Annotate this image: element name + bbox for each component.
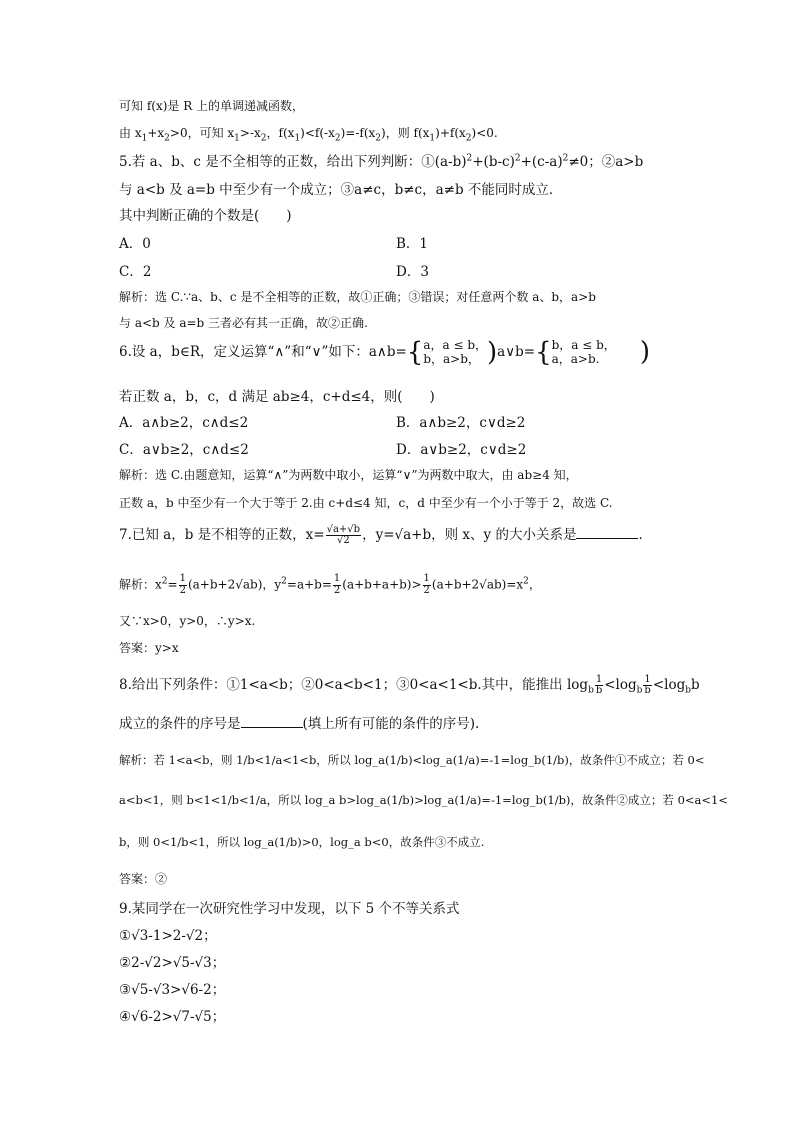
left-brace-icon: { <box>535 337 552 368</box>
q7-answer: 答案：y>x <box>119 641 179 655</box>
question-8-line1: 8.给出下列条件：①1<a<b；②0<a<b<1；③0<a<1<b.其中，能推出 $\log_b$ $\frac{1}{b}$ $<\log_b$ $\frac{1}{b}$ $<\log_bb$ <box>119 673 700 696</box>
q9-item-4: ④√6-2>√7-√5； <box>119 1009 226 1025</box>
fraction: $\frac{√a+√b}{√2}$ <box>326 523 361 546</box>
question-5-line2: 与 a<b 及 a=b 中至少有一个成立；③a≠c，b≠c，a≠b 不能同时成立． <box>119 182 563 198</box>
question-7: 7.已知 a，b 是不相等的正数，x= $\frac{√a+√b}{√2}$ ，y=√a+b，则 x、y 的大小关系是 ． <box>119 523 652 546</box>
q9-item-1: ①√3-1>2-√2； <box>119 928 217 944</box>
q6-option-d: D．a∨b≥2，c∨d≥2 <box>396 442 527 458</box>
q5-solution-line1: 解析：选 C.∵a、b、c 是不全相等的正数，故①正确；③错误；对任意两个数 a、b，a>b <box>119 290 596 304</box>
line-monotone: 可知 f(x)是 R 上的单调递减函数， <box>119 99 305 113</box>
question-5-stem: 其中判断正确的个数是( ) <box>119 208 292 224</box>
q6-option-c: C．a∨b≥2，c∧d≤2 <box>119 442 249 458</box>
q8-solution-line1: 解析：若 1<a<b，则 1/b<1/a<1<b，所以 log_a(1/b)<log_a(1/a)=-1=log_b(1/b)，故条件①不成立；若 0< <box>119 753 705 767</box>
q8-answer: 答案：② <box>119 872 168 886</box>
question-8-line2: 成立的条件的序号是 (填上所有可能的条件的序号). <box>119 716 480 732</box>
answer-blank <box>576 527 638 539</box>
q7-solution-line2: 又∵x>0，y>0，∴y>x. <box>119 614 256 628</box>
q5-option-b: B．1 <box>396 236 429 252</box>
q9-item-3: ③√5-√3>√6-2； <box>119 982 226 998</box>
q6-option-a: A．a∧b≥2，c∧d≤2 <box>119 415 249 431</box>
question-6-stem: 若正数 a，b，c，d 满足 ab≥4，c+d≤4，则( ) <box>119 389 435 405</box>
left-brace-icon: { <box>406 337 424 368</box>
q6-option-b: B．a∧b≥2，c∨d≥2 <box>396 415 526 431</box>
q5-solution-line2: 与 a<b 及 a=b 三者必有其一正确，故②正确. <box>119 316 368 330</box>
line-conclusion: 由 $x_1+x_2>0$，可知 $x_1>-x_2$，$f(x_1)<f(-x_2)=-f(x_2)$，则 $f(x_1)+f(x_2)<0$. <box>119 126 498 144</box>
answer-blank <box>241 716 303 728</box>
q8-solution-line3: b，则 0<1/b<1，所以 log_a(1/b)>0，log_a b<0，故条件③不成立. <box>119 835 485 849</box>
q5-option-c: C．2 <box>119 264 152 280</box>
q6-solution-line1: 解析：选 C.由题意知，运算“∧”为两数中取小，运算“∨”为两数中取大，由 ab≥4 知， <box>119 468 578 482</box>
question-5-line1: 5.若 a、b、c 是不全相等的正数，给出下列判断：$①(a-b)^2+(b-c)^2+(c-a)^2\ne 0$；②a>b <box>119 153 644 170</box>
q5-option-a: A．0 <box>119 236 151 252</box>
q6-solution-line2: 正数 a，b 中至少有一个大于等于 2.由 c+d≤4 知，c，d 中至少有一个小于等于 2，故选 C. <box>119 496 613 510</box>
question-9: 9.某同学在一次研究性学习中发现，以下 5 个不等关系式 <box>119 901 460 917</box>
q9-item-2: ②2-√2>√5-√3； <box>119 955 226 971</box>
q8-solution-line2: a<b<1，则 b<1<1/b<1/a，所以 log_a b>log_a(1/b)>log_a(1/a)=-1=log_b(1/b)，故条件②成立；若 0<a<1< <box>119 793 728 807</box>
question-6-line1: 6.设 a，b∈R，定义运算“∧”和“∨”如下：a∧b={ a，a ≤ b， b，a>b， )a∨b={ b，a ≤ b， a，a>b. ) <box>119 337 650 368</box>
q7-solution-line1: 解析：$x^2=$ $\frac{1}{2}$ (a+b+2√ab)，$y^2=a+b=$ $\frac{1}{2}$ (a+b+a+b)> $\frac{1}{2}$ $(a+b+2√ab)=x^2$， <box>119 573 541 596</box>
q5-option-d: D．3 <box>396 264 429 280</box>
